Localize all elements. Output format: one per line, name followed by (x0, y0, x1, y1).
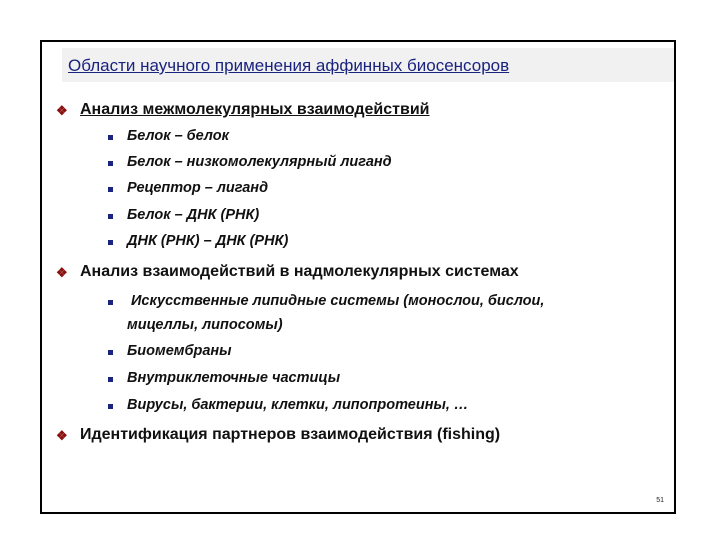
section-heading-1 (56, 101, 430, 119)
diamond-bullet-icon: ❖ (56, 103, 68, 118)
square-bullet-icon (108, 214, 113, 219)
list-item: Белок – белок (127, 128, 229, 144)
diamond-bullet-icon: ❖ (56, 265, 68, 280)
square-bullet-icon (108, 240, 113, 245)
list-item: Рецептор – лиганд (127, 180, 269, 196)
section-heading-text: Анализ межмолекулярных взаимодействий (80, 101, 430, 118)
square-bullet-icon (108, 187, 113, 192)
square-bullet-icon (108, 135, 113, 140)
list-item: ДНК (РНК) – ДНК (РНК) (127, 233, 289, 249)
slide-frame (40, 40, 676, 514)
list-item: Внутриклеточные частицы (127, 370, 341, 386)
square-bullet-icon (108, 300, 113, 305)
section-heading-3 (56, 426, 501, 444)
slide-title: Области научного применения аффинных биосенсоров (68, 56, 510, 75)
list-item: Биомембраны (127, 343, 232, 359)
square-bullet-icon (108, 377, 113, 382)
list-item: Вирусы, бактерии, клетки, липопротеины, … (127, 397, 469, 413)
list-item: Белок – низкомолекулярный лиганд (127, 154, 392, 170)
list-item: Искусственные липидные системы (монослои, бислои, (131, 293, 545, 309)
diamond-bullet-icon: ❖ (56, 428, 68, 443)
square-bullet-icon (108, 161, 113, 166)
page-number: 51 (656, 497, 664, 504)
square-bullet-icon (108, 350, 113, 355)
section-heading-text: Идентификация партнеров взаимодействия (fishing) (80, 426, 501, 443)
list-item: Белок – ДНК (РНК) (127, 207, 260, 223)
section-heading-text: Анализ взаимодействий в надмолекулярных системах (80, 263, 519, 280)
list-item-continuation: мицеллы, липосомы) (127, 317, 283, 333)
square-bullet-icon (108, 404, 113, 409)
section-heading-2 (56, 263, 519, 281)
